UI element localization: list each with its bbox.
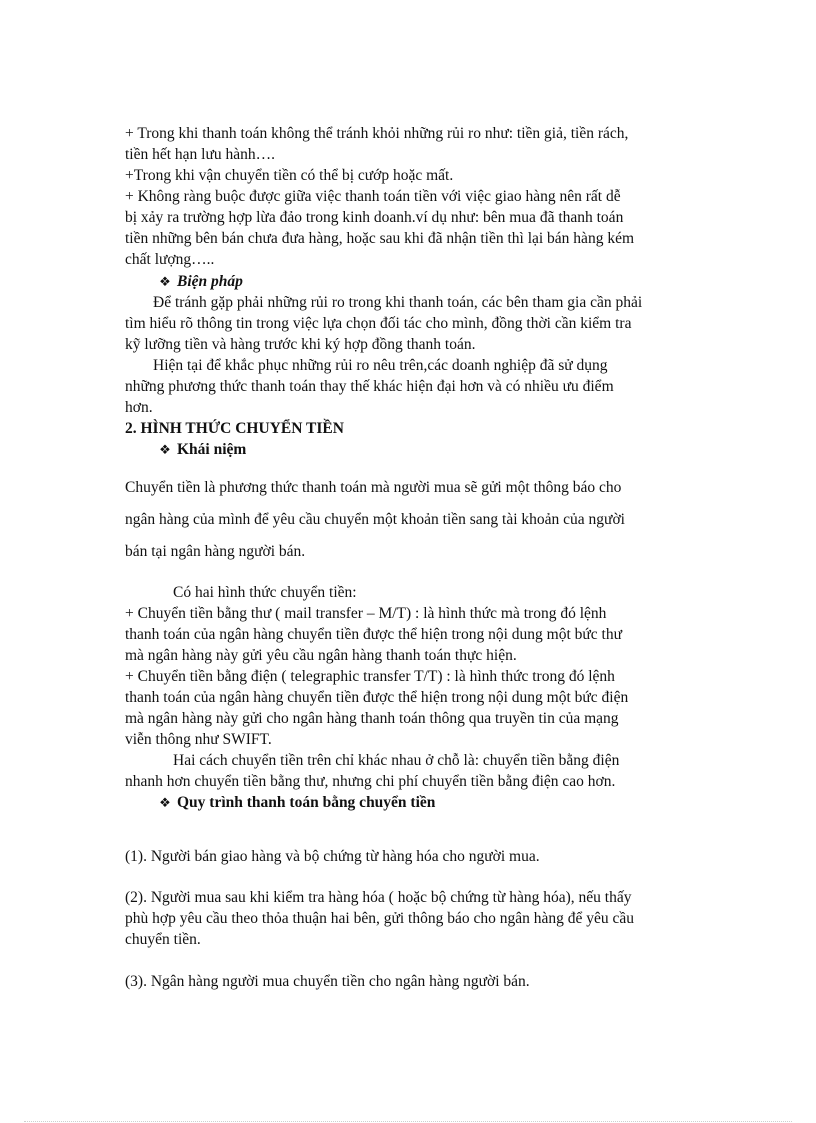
concept-heading-text: Khái niệm: [177, 441, 247, 458]
text-line: thanh toán của ngân hàng chuyển tiền được thể hiện trong nội dung một bức thư: [125, 626, 622, 643]
diamond-bullet-icon: ❖: [159, 442, 171, 457]
process-step-1: [125, 846, 700, 867]
text-line: + Chuyển tiền bằng thư ( mail transfer – M/T) : là hình thức mà trong đó lệnh: [125, 605, 607, 622]
text-line: tiền những bên bán chưa đưa hàng, hoặc sau khi đã nhận tiền thì lại bán hàng kém: [125, 230, 635, 247]
process-heading-text: Quy trình thanh toán bằng chuyển tiền: [177, 794, 436, 811]
page-footer-divider: [24, 1121, 792, 1122]
text-line: viễn thông như SWIFT.: [125, 731, 272, 748]
diamond-bullet-icon: ❖: [159, 795, 171, 810]
diamond-bullet-icon: ❖: [159, 274, 171, 289]
text-line: (3). Ngân hàng người mua chuyển tiền cho ngân hàng người bán.: [125, 973, 530, 990]
text-line: mà ngân hàng này gửi yêu cầu ngân hàng thanh toán thực hiện.: [125, 647, 517, 664]
measures-section: [125, 271, 700, 418]
section-2: [125, 418, 700, 460]
text-line: bị xảy ra trường hợp lừa đảo trong kinh doanh.ví dụ như: bên mua đã thanh toán: [125, 209, 624, 226]
text-line: + Không ràng buộc được giữa việc thanh toán tiền với việc giao hàng nên rất dễ: [125, 188, 621, 205]
text-line: tìm hiểu rõ thông tin trong việc lựa chọn đối tác cho mình, đồng thời cần kiểm tra: [125, 315, 632, 332]
text-line: Có hai hình thức chuyển tiền:: [173, 584, 357, 601]
text-line: +Trong khi vận chuyển tiền có thể bị cướp hoặc mất.: [125, 167, 454, 184]
text-line: nhanh hơn chuyển tiền bằng thư, nhưng chi phí chuyển tiền bằng điện cao hơn.: [125, 773, 616, 790]
text-line: thanh toán của ngân hàng chuyển tiền được thể hiện trong nội dung một bức điện: [125, 689, 629, 706]
measures-heading-text: Biện pháp: [177, 273, 243, 290]
text-line: Hiện tại để khắc phục những rủi ro nêu trên,các doanh nghiệp đã sử dụng: [153, 357, 608, 374]
text-line: + Trong khi thanh toán không thể tránh khỏi những rủi ro như: tiền giả, tiền rách,: [125, 125, 629, 142]
text-line: (2). Người mua sau khi kiểm tra hàng hóa ( hoặc bộ chứng từ hàng hóa), nếu thấy: [125, 889, 632, 906]
text-line: (1). Người bán giao hàng và bộ chứng từ hàng hóa cho người mua.: [125, 848, 540, 865]
text-line: Để tránh gặp phải những rủi ro trong khi thanh toán, các bên tham gia cần phải: [153, 294, 643, 311]
measures-heading: [125, 271, 700, 292]
text-line: chất lượng…..: [125, 251, 215, 268]
text-line: hơn.: [125, 399, 153, 416]
text-line: những phương thức thanh toán thay thế khác hiện đại hơn và có nhiều ưu điểm: [125, 378, 614, 395]
text-line: mà ngân hàng này gửi cho ngân hàng thanh toán thông qua truyền tin của mạng: [125, 710, 619, 727]
transfer-forms: [125, 582, 700, 813]
concept-paragraph: [125, 472, 700, 568]
text-line: Hai cách chuyển tiền trên chỉ khác nhau ở chỗ là: chuyển tiền bằng điện: [173, 752, 620, 769]
process-step-2: [125, 887, 700, 950]
text-line: Chuyển tiền là phương thức thanh toán mà người mua sẽ gửi một thông báo cho: [125, 479, 622, 496]
risk-list: [125, 123, 700, 270]
process-step-3: [125, 971, 700, 992]
text-line: + Chuyển tiền bằng điện ( telegraphic transfer T/T) : là hình thức trong đó lệnh: [125, 668, 615, 685]
text-line: kỹ lưỡng tiền và hàng trước khi ký hợp đồng thanh toán.: [125, 336, 476, 353]
text-line: tiền hết hạn lưu hành….: [125, 146, 276, 163]
text-line: ngân hàng của mình để yêu cầu chuyển một khoản tiền sang tài khoản của người: [125, 511, 625, 528]
section-title: 2. HÌNH THỨC CHUYỂN TIỀN: [125, 420, 344, 437]
process-heading: [125, 792, 700, 813]
text-line: chuyển tiền.: [125, 931, 201, 948]
text-line: phù hợp yêu cầu theo thỏa thuận hai bên, gửi thông báo cho ngân hàng để yêu cầu: [125, 910, 635, 927]
text-line: bán tại ngân hàng người bán.: [125, 543, 306, 560]
concept-heading: [125, 439, 700, 460]
